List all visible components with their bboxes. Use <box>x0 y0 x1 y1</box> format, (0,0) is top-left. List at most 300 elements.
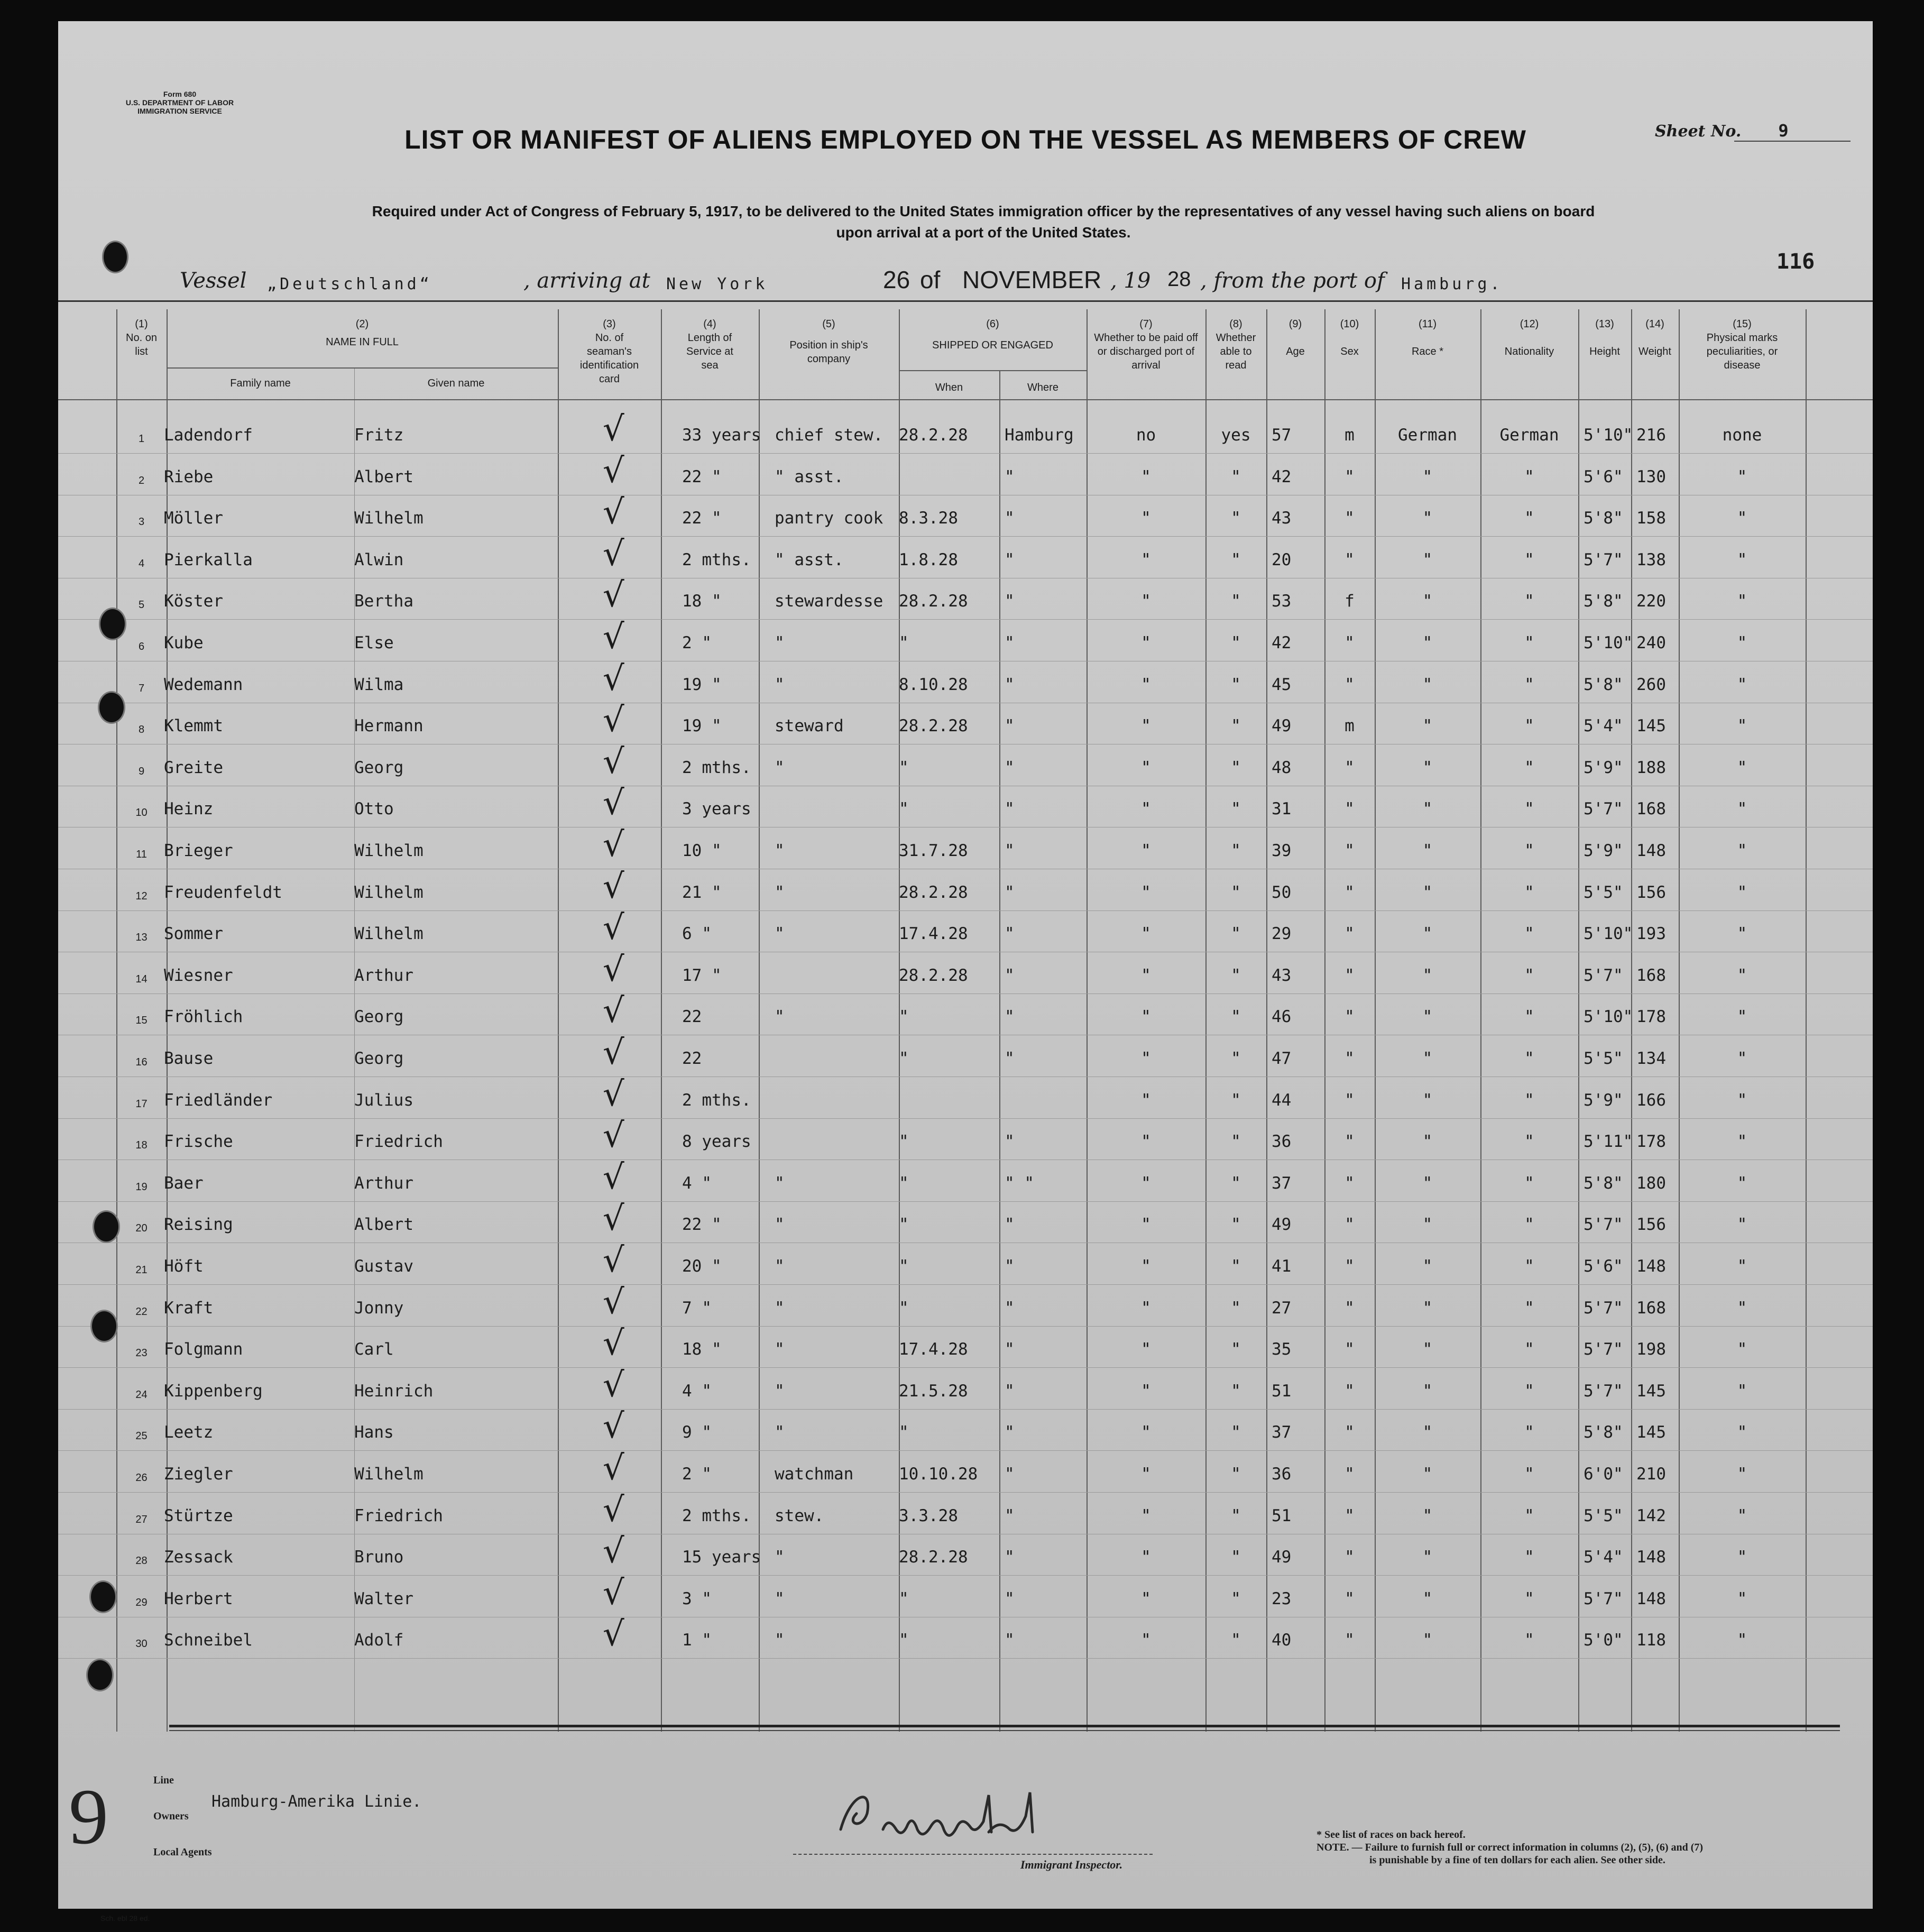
cell-nat: " <box>1524 1298 1534 1318</box>
header-bottom-rule <box>58 399 1873 400</box>
cell-height: 5'7" <box>1584 965 1623 985</box>
cell-marks: " <box>1737 1631 1747 1650</box>
cell-where: " <box>1005 1298 1015 1318</box>
cell-given: Bruno <box>354 1548 404 1567</box>
cell-marks: " <box>1737 592 1747 611</box>
cell-height: 5'7" <box>1584 1215 1623 1235</box>
cell-service: 22 <box>682 1049 702 1068</box>
cell-nat: " <box>1524 1257 1534 1276</box>
cell-where: " <box>1005 1257 1015 1276</box>
signature-drawing <box>830 1782 1105 1856</box>
cell-where: " <box>1005 509 1015 528</box>
cell-paid: " <box>1141 633 1151 652</box>
cell-nat: " <box>1524 965 1534 985</box>
cell-height: 5'7" <box>1584 1381 1623 1401</box>
cell-age: 57 <box>1272 426 1292 445</box>
cell-weight: 145 <box>1636 1423 1666 1442</box>
cell-position: watchman <box>775 1465 854 1484</box>
cell-age: 36 <box>1272 1465 1292 1484</box>
cell-height: 5'7" <box>1584 1298 1623 1318</box>
cell-where: " <box>1005 716 1015 736</box>
checkmark-icon: √ <box>603 1157 624 1197</box>
cell-no: 7 <box>138 682 145 694</box>
page-subtitle <box>164 201 1803 243</box>
cell-marks: " <box>1737 509 1747 528</box>
cell-marks: " <box>1737 675 1747 694</box>
cell-height: 5'6" <box>1584 1257 1623 1276</box>
cell-where: " <box>1005 841 1015 860</box>
cell-nat: " <box>1524 1548 1534 1567</box>
cell-service: 9 " <box>682 1423 712 1442</box>
checkmark-icon: √ <box>603 1615 624 1654</box>
cell-read: " <box>1231 550 1241 569</box>
cell-marks: " <box>1737 924 1747 944</box>
header-col-label: NAME IN FULL <box>326 336 399 348</box>
checkmark-icon: √ <box>603 825 624 864</box>
cell-read: " <box>1231 924 1241 944</box>
cell-marks: " <box>1737 799 1747 819</box>
cell-family: Riebe <box>164 467 214 486</box>
cell-race: " <box>1422 1007 1433 1027</box>
cell-position: " <box>775 1173 785 1193</box>
cell-where: " <box>1005 1007 1015 1027</box>
cell-weight: 138 <box>1636 550 1666 569</box>
cell-nat: " <box>1524 1423 1534 1442</box>
cell-when: 28.2.28 <box>899 882 968 902</box>
cell-height: 5'0" <box>1584 1631 1623 1650</box>
cell-read: " <box>1231 1423 1241 1442</box>
cell-no: 27 <box>135 1513 148 1525</box>
checkmark-icon: √ <box>603 1324 624 1364</box>
cell-age: 35 <box>1272 1340 1292 1359</box>
header-col-label: Sex <box>1340 346 1359 357</box>
checkmark-icon: √ <box>603 1573 624 1613</box>
cell-where: " <box>1005 1423 1015 1442</box>
cell-position: " asst. <box>775 550 844 569</box>
cell-read: " <box>1231 758 1241 777</box>
vessel-name: „Deutschland“ <box>267 275 432 293</box>
year-prefix: , 19 <box>1110 269 1151 293</box>
cell-position: " <box>775 882 785 902</box>
cell-weight: 220 <box>1636 592 1666 611</box>
cell-given: Georg <box>354 1007 404 1027</box>
cell-when: 17.4.28 <box>899 1340 968 1359</box>
cell-sex: " <box>1345 758 1355 777</box>
cell-service: 10 " <box>682 841 722 860</box>
local-agents-label: Local Agents <box>153 1846 212 1858</box>
cell-read: " <box>1231 965 1241 985</box>
cell-paid: no <box>1136 426 1156 445</box>
cell-no: 9 <box>138 765 145 777</box>
cell-when: 28.2.28 <box>899 1548 968 1567</box>
page-title: LIST OR MANIFEST OF ALIENS EMPLOYED ON THE VESSEL AS MEMBERS OF CREW <box>404 125 1526 154</box>
cell-marks: " <box>1737 1506 1747 1525</box>
cell-service: 1 " <box>682 1631 712 1650</box>
header-col-11 <box>1375 317 1480 358</box>
form-identifier <box>100 90 259 115</box>
margin-number: 9 <box>69 1773 108 1861</box>
cell-marks: " <box>1737 1423 1747 1442</box>
cell-no: 6 <box>138 641 145 652</box>
cell-weight: 158 <box>1636 509 1666 528</box>
header-col-number: (15) <box>1733 318 1752 330</box>
cell-service: 22 " <box>682 467 722 486</box>
cell-where: " <box>1005 633 1015 652</box>
header-col-number: (5) <box>822 318 835 330</box>
from-port: Hamburg. <box>1401 275 1503 293</box>
cell-where: " <box>1005 550 1015 569</box>
cell-family: Wedemann <box>164 675 243 694</box>
cell-service: 22 <box>682 1007 702 1027</box>
cell-read: " <box>1231 1589 1241 1608</box>
cell-race: " <box>1422 1631 1433 1650</box>
checkmark-icon: √ <box>603 1241 624 1280</box>
cell-service: 22 " <box>682 509 722 528</box>
cell-sex: " <box>1345 1049 1355 1068</box>
cell-given: Wilma <box>354 675 404 694</box>
header-col-label: Age <box>1286 346 1305 357</box>
cell-paid: " <box>1141 1215 1151 1235</box>
cell-weight: 130 <box>1636 467 1666 486</box>
cell-no: 20 <box>135 1222 148 1235</box>
cell-race: " <box>1422 758 1433 777</box>
cell-age: 40 <box>1272 1631 1292 1650</box>
punch-hole <box>99 693 124 722</box>
cell-service: 3 " <box>682 1589 712 1608</box>
header-col-number: (7) <box>1139 318 1153 330</box>
cell-height: 5'10" <box>1584 633 1633 652</box>
cell-given: Else <box>354 633 394 652</box>
cell-family: Stürtze <box>164 1506 233 1525</box>
cell-when: 8.10.28 <box>899 675 968 694</box>
cell-nat: " <box>1524 841 1534 860</box>
cell-read: " <box>1231 1007 1241 1027</box>
header-col-label: Physical marks peculiarities, or disease <box>1706 332 1778 371</box>
cell-when: 28.2.28 <box>899 592 968 611</box>
cell-nat: " <box>1524 550 1534 569</box>
cell-no: 29 <box>135 1596 148 1608</box>
cell-sex: " <box>1345 841 1355 860</box>
checkmark-icon: √ <box>603 867 624 906</box>
cell-weight: 210 <box>1636 1465 1666 1484</box>
checkmark-icon: √ <box>603 1074 624 1114</box>
form-line: Form 680 <box>163 90 197 98</box>
cell-race: " <box>1422 633 1433 652</box>
header-col-15 <box>1679 317 1806 372</box>
cell-height: 5'10" <box>1584 924 1633 944</box>
cell-nat: " <box>1524 675 1534 694</box>
cell-race: " <box>1422 1506 1433 1525</box>
cell-where: " <box>1005 924 1015 944</box>
cell-where: " <box>1005 1049 1015 1068</box>
cell-age: 49 <box>1272 716 1292 736</box>
cell-family: Höft <box>164 1257 204 1276</box>
row-rule <box>58 1409 1873 1410</box>
inspector-line <box>793 1854 1153 1855</box>
cell-marks: " <box>1737 633 1747 652</box>
row-rule <box>58 910 1873 911</box>
header-col-7 <box>1087 317 1205 372</box>
cell-no: 17 <box>135 1098 148 1110</box>
cell-given: Hermann <box>354 716 424 736</box>
cell-nat: " <box>1524 1007 1534 1027</box>
cell-where: Hamburg <box>1005 426 1074 445</box>
cell-nat: " <box>1524 1215 1534 1235</box>
cell-weight: 178 <box>1636 1007 1666 1027</box>
cell-when: " <box>899 1423 909 1442</box>
cell-nat: " <box>1524 882 1534 902</box>
table-top-border <box>58 300 1873 302</box>
cell-position: stewardesse <box>775 592 883 611</box>
cell-marks: " <box>1737 467 1747 486</box>
cell-height: 5'5" <box>1584 1049 1623 1068</box>
cell-age: 51 <box>1272 1381 1292 1401</box>
header-col-label: No. on list <box>126 332 157 357</box>
row-rule <box>58 536 1873 537</box>
header-family-name: Family name <box>230 378 291 389</box>
cell-read: yes <box>1221 426 1251 445</box>
arrival-year: 28 <box>1167 268 1191 291</box>
cell-no: 22 <box>135 1305 148 1318</box>
cell-weight: 145 <box>1636 1381 1666 1401</box>
cell-position: " asst. <box>775 467 844 486</box>
cell-no: 26 <box>135 1472 148 1484</box>
cell-paid: " <box>1141 882 1151 902</box>
cell-given: Jonny <box>354 1298 404 1318</box>
cell-height: 5'8" <box>1584 1423 1623 1442</box>
cell-position: " <box>775 1215 785 1235</box>
cell-read: " <box>1231 467 1241 486</box>
cell-when: " <box>899 799 909 819</box>
checkmark-icon: √ <box>603 534 624 574</box>
cell-marks: " <box>1737 1381 1747 1401</box>
cell-when: " <box>899 1257 909 1276</box>
cell-marks: " <box>1737 965 1747 985</box>
cell-age: 41 <box>1272 1257 1292 1276</box>
cell-service: 6 " <box>682 924 712 944</box>
header-col-12 <box>1480 317 1578 358</box>
cell-given: Wilhelm <box>354 1465 424 1484</box>
cell-race: " <box>1422 1215 1433 1235</box>
cell-when: 21.5.28 <box>899 1381 968 1401</box>
punch-hole <box>104 242 127 272</box>
cell-weight: 148 <box>1636 1548 1666 1567</box>
cell-read: " <box>1231 841 1241 860</box>
cell-family: Fröhlich <box>164 1007 243 1027</box>
cell-service: 2 mths. <box>682 758 751 777</box>
cell-no: 21 <box>135 1264 148 1276</box>
cell-height: 5'8" <box>1584 592 1623 611</box>
punch-hole <box>88 1660 112 1690</box>
cell-nat: " <box>1524 1506 1534 1525</box>
cell-age: 53 <box>1272 592 1292 611</box>
cell-service: 4 " <box>682 1381 712 1401</box>
cell-position: " <box>775 633 785 652</box>
cell-age: 45 <box>1272 675 1292 694</box>
header-col-label: Length of Service at sea <box>686 332 733 371</box>
cell-family: Köster <box>164 592 223 611</box>
cell-weight: 148 <box>1636 1589 1666 1608</box>
checkmark-icon: √ <box>603 659 624 698</box>
cell-race: " <box>1422 1049 1433 1068</box>
cell-given: Arthur <box>354 1173 413 1193</box>
cell-paid: " <box>1141 509 1151 528</box>
cell-paid: " <box>1141 758 1151 777</box>
header-col-label: Weight <box>1638 346 1671 357</box>
header-where: Where <box>1027 382 1058 393</box>
cell-age: 49 <box>1272 1215 1292 1235</box>
cell-age: 20 <box>1272 550 1292 569</box>
note-line: NOTE. — Failure to furnish full or correct information in columns (2), (5), (6) and (7) <box>1317 1842 1704 1853</box>
cell-given: Albert <box>354 1215 413 1235</box>
cell-given: Bertha <box>354 592 413 611</box>
cell-no: 16 <box>135 1056 148 1068</box>
list-end-rule <box>169 1725 1840 1727</box>
cell-height: 6'0" <box>1584 1465 1623 1484</box>
checkmark-icon: √ <box>603 1199 624 1239</box>
header-col-13 <box>1578 317 1631 358</box>
cell-paid: " <box>1141 1257 1151 1276</box>
header-col-label: Nationality <box>1504 346 1554 357</box>
cell-service: 18 " <box>682 592 722 611</box>
cell-when: " <box>899 1215 909 1235</box>
cell-age: 44 <box>1272 1090 1292 1110</box>
header-col-number: (4) <box>703 318 716 330</box>
cell-race: " <box>1422 799 1433 819</box>
cell-height: 5'7" <box>1584 799 1623 819</box>
cell-paid: " <box>1141 592 1151 611</box>
cell-no: 13 <box>135 932 148 944</box>
cell-age: 42 <box>1272 633 1292 652</box>
cell-position: " <box>775 841 785 860</box>
cell-sex: " <box>1345 1548 1355 1567</box>
cell-nat: " <box>1524 799 1534 819</box>
cell-read: " <box>1231 1090 1241 1110</box>
cell-height: 5'5" <box>1584 882 1623 902</box>
cell-sex: " <box>1345 1007 1355 1027</box>
cell-read: " <box>1231 592 1241 611</box>
row-rule <box>58 1118 1873 1119</box>
cell-read: " <box>1231 509 1241 528</box>
cell-paid: " <box>1141 1381 1151 1401</box>
cell-no: 23 <box>135 1347 148 1359</box>
cell-read: " <box>1231 1298 1241 1318</box>
header-subrule <box>167 367 558 369</box>
cell-when: 17.4.28 <box>899 924 968 944</box>
cell-where: " <box>1005 965 1015 985</box>
cell-race: " <box>1422 1132 1433 1152</box>
cell-family: Schneibel <box>164 1631 253 1650</box>
cell-race: " <box>1422 509 1433 528</box>
cell-marks: " <box>1737 1132 1747 1152</box>
cell-race: " <box>1422 716 1433 736</box>
cell-weight: 134 <box>1636 1049 1666 1068</box>
cell-nat: " <box>1524 467 1534 486</box>
header-col-number: (9) <box>1288 318 1302 330</box>
note-line: * See list of races on back hereof. <box>1317 1829 1466 1841</box>
cell-service: 2 " <box>682 633 712 652</box>
cell-family: Zessack <box>164 1548 233 1567</box>
cell-weight: 168 <box>1636 965 1666 985</box>
cell-age: 43 <box>1272 509 1292 528</box>
cell-family: Baer <box>164 1173 204 1193</box>
cell-given: Fritz <box>354 426 404 445</box>
cell-paid: " <box>1141 965 1151 985</box>
cell-family: Greite <box>164 758 223 777</box>
cell-where: " <box>1005 675 1015 694</box>
checkmark-icon: √ <box>603 1033 624 1072</box>
cell-marks: " <box>1737 841 1747 860</box>
cell-marks: " <box>1737 1173 1747 1193</box>
cell-nat: German <box>1499 426 1559 445</box>
cell-race: " <box>1422 882 1433 902</box>
punch-hole <box>94 1212 118 1241</box>
cell-where: " " <box>1005 1173 1034 1193</box>
cell-age: 42 <box>1272 467 1292 486</box>
cell-position: " <box>775 1257 785 1276</box>
cell-service: 2 mths. <box>682 550 751 569</box>
cell-race: " <box>1422 550 1433 569</box>
header-col-label: Height <box>1589 346 1620 357</box>
cell-given: Georg <box>354 1049 404 1068</box>
cell-weight: 216 <box>1636 426 1666 445</box>
cell-height: 5'6" <box>1584 467 1623 486</box>
header-col-number: (13) <box>1595 318 1614 330</box>
cell-given: Otto <box>354 799 394 819</box>
cell-read: " <box>1231 799 1241 819</box>
cell-no: 1 <box>138 433 145 445</box>
arriving-label: , arriving at <box>523 269 650 293</box>
cell-service: 15 years <box>682 1548 761 1567</box>
cell-weight: 180 <box>1636 1173 1666 1193</box>
cell-family: Ladendorf <box>164 426 253 445</box>
header-col-10 <box>1324 317 1375 358</box>
row-rule <box>58 1450 1873 1451</box>
cell-nat: " <box>1524 716 1534 736</box>
cell-where: " <box>1005 758 1015 777</box>
cell-read: " <box>1231 1257 1241 1276</box>
cell-paid: " <box>1141 1631 1151 1650</box>
cell-race: " <box>1422 592 1433 611</box>
cell-read: " <box>1231 675 1241 694</box>
cell-service: 7 " <box>682 1298 712 1318</box>
cell-where: " <box>1005 1548 1015 1567</box>
checkmark-icon: √ <box>603 950 624 989</box>
cell-when: " <box>899 758 909 777</box>
from-label: , from the port of <box>1200 269 1385 293</box>
cell-position: " <box>775 1381 785 1401</box>
column-divider <box>999 370 1000 1732</box>
cell-paid: " <box>1141 1090 1151 1110</box>
cell-when: " <box>899 1589 909 1608</box>
cell-height: 5'10" <box>1584 1007 1633 1027</box>
cell-weight: 240 <box>1636 633 1666 652</box>
cell-race: " <box>1422 675 1433 694</box>
cell-weight: 145 <box>1636 716 1666 736</box>
cell-height: 5'8" <box>1584 509 1623 528</box>
header-col-1 <box>116 317 167 358</box>
cell-sex: m <box>1345 716 1355 736</box>
cell-height: 5'7" <box>1584 1589 1623 1608</box>
cell-family: Freudenfeldt <box>164 882 282 902</box>
header-col-2 <box>167 317 558 349</box>
cell-nat: " <box>1524 1340 1534 1359</box>
cell-marks: " <box>1737 1049 1747 1068</box>
cell-marks: " <box>1737 1257 1747 1276</box>
punch-hole <box>91 1582 115 1612</box>
cell-family: Kube <box>164 633 204 652</box>
cell-position: " <box>775 1548 785 1567</box>
